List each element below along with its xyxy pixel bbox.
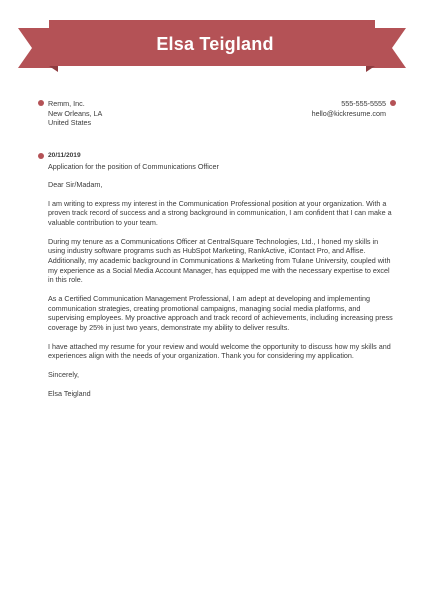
letter-date: 20/11/2019	[48, 152, 81, 159]
recipient-country: United States	[48, 118, 92, 128]
letter-paragraph: I am writing to express my interest in the Communication Professional position at your organization. With a proven track record of success and a strong background in communication, I am confident that I can make a valuable contribution to your team.	[48, 198, 392, 227]
contact-email: hello@kickresume.com	[311, 108, 386, 118]
letter-body	[48, 162, 393, 408]
recipient-address	[48, 99, 102, 128]
contact-bullet	[390, 100, 396, 106]
ribbon-right-fold	[366, 66, 375, 72]
date-bullet	[38, 153, 44, 159]
recipient-company: Remm, Inc.	[48, 99, 85, 108]
letter-greeting: Dear Sir/Madam,	[48, 179, 103, 189]
applicant-name: Elsa Teigland	[156, 34, 274, 54]
contact-info	[312, 99, 386, 118]
letter-signature: Elsa Teigland	[48, 389, 91, 399]
letter-paragraph: As a Certified Communication Management Professional, I am adept at developing and implementing communication strategies, creating promotional campaigns, managing social media platforms, and supervising employees. My proactive approach and track record of achievements, including increasing press coverage by 25% in just two years, demonstrate my ability to deliver results.	[48, 294, 393, 332]
letter-paragraph: During my tenure as a Communications Officer at CentralSquare Technologies, Ltd., I honed my skills in using industry software programs such as HubSpot Marketing, RankActive, iContact Pro, and Affise. Additionally, my academic background in Communications & Marketing from Tulane University, coupled with my experience as a Social Media Account Manager, has equipped me with the necessary expertise to excel in this role.	[48, 236, 391, 285]
letter-subject: Application for the position of Communications Officer	[48, 162, 219, 171]
letter-paragraph: I have attached my resume for your review and would welcome the opportunity to discuss how my skills and experiences align with the needs of your organization. Thank you for considering my application.	[48, 341, 391, 361]
contact-phone: 555-555-5555	[341, 99, 386, 108]
recipient-city: New Orleans, LA	[48, 108, 103, 118]
letter-closing: Sincerely,	[48, 370, 80, 380]
header-ribbon	[0, 0, 424, 80]
recipient-bullet	[38, 100, 44, 106]
